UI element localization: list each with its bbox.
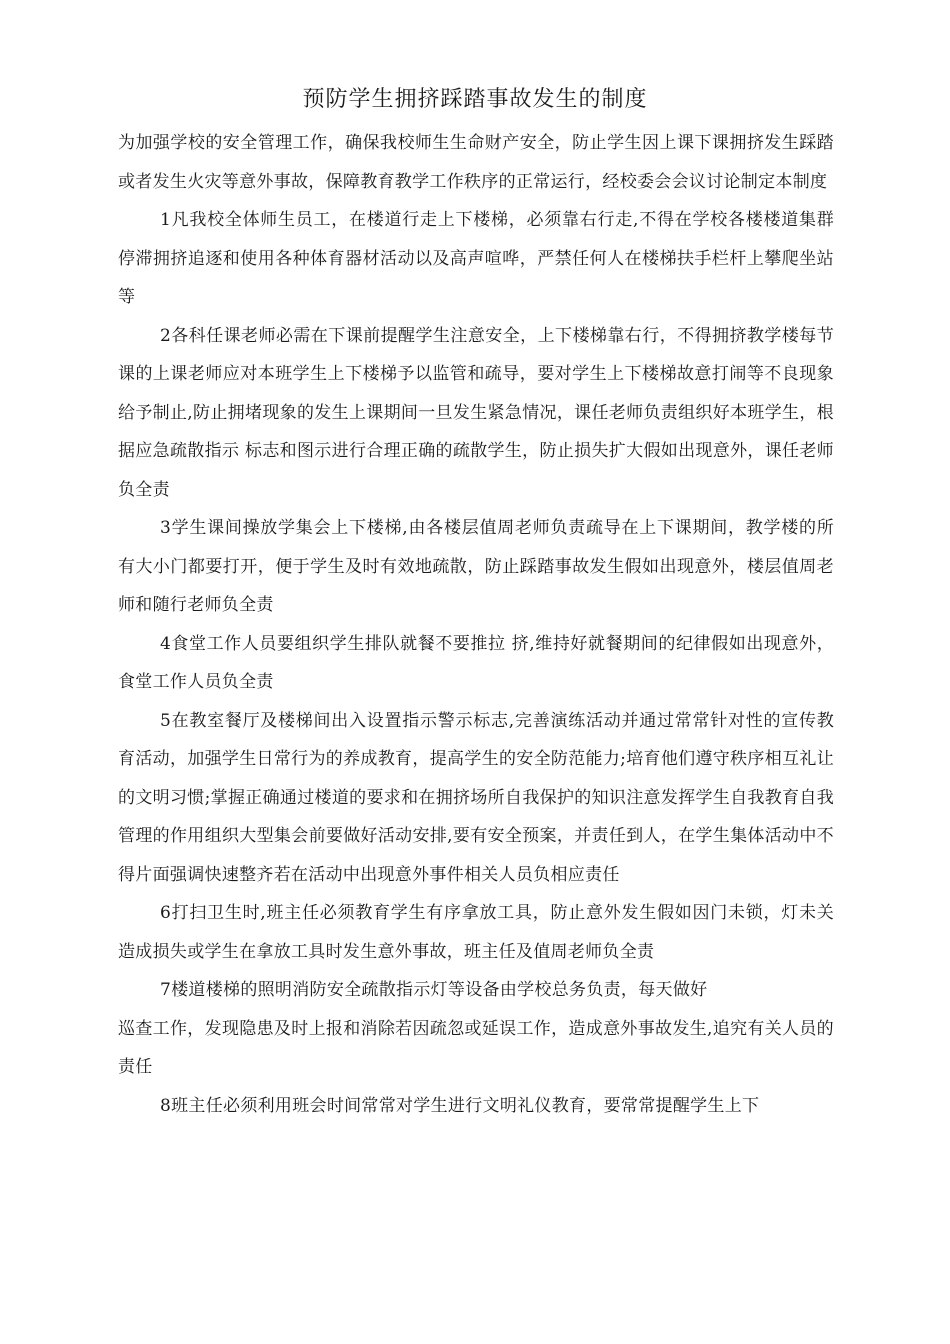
rule-item-7-line1: 7楼道楼梯的照明消防安全疏散指示灯等设备由学校总务负责，每天做好 [160,980,708,1000]
intro-paragraph: 为加强学校的安全管理工作，确保我校师生生命财产安全，防止学生因上课下课拥挤发生踩踏或者发生火灾等意外事故，保障教育教学工作秩序的正常运行，经校委会会议讨论制定本制度 [118,133,834,192]
rule-item-5: 5在教室餐厅及楼梯间出入设置指示警示标志,完善演练活动并通过常常针对性的宣传教育活动，加强学生日常行为的养成教育，提高学生的安全防范能力;培育他们遵守秩序相互礼让的文明习惯;掌握正确通过楼道的要求和在拥挤场所自我保护的知识注意发挥学生自我教育自我管理的作用组织大型集会前要做好活动安排,要有安全预案，并责任到人，在学生集体活动中不得片面强调快速整齐若在活动中出现意外事件相关人员负相应责任 [118,710,834,885]
rule-item-6: 6打扫卫生时,班主任必须教育学生有序拿放工具，防止意外发生假如因门未锁，灯未关造成损失或学生在拿放工具时发生意外事故，班主任及值周老师负全责 [118,903,834,962]
rule-item-3: 3学生课间操放学集会上下楼梯,由各楼层值周老师负责疏导在上下课期间，教学楼的所有大小门都要打开，便于学生及时有效地疏散，防止踩踏事故发生假如出现意外，楼层值周老师和随行老师负全责 [118,518,834,615]
rule-item-8: 8班主任必须利用班会时间常常对学生进行文明礼仪教育，要常常提醒学生上下 [160,1095,760,1116]
rule-item-7 [118,971,834,1087]
rule-item-4: 4食堂工作人员要组织学生排队就餐不要推拉 挤,维持好就餐期间的纪律假如出现意外，食堂工作人员负全责 [118,633,834,692]
rule-item-2: 2各科任课老师必需在下课前提醒学生注意安全，上下楼梯靠右行，不得拥挤教学楼每节课的上课老师应对本班学生上下楼梯予以监管和疏导，要对学生上下楼梯故意打闹等不良现象给予制止,防止拥堵现象的发生上课期间一旦发生紧急情况，课任老师负责组织好本班学生，根据应急疏散指示 标志和图示进行合理正确的疏散学生，防止损失扩大假如出现意外，课任老师负全责 [118,325,834,500]
rule-item-1: 1凡我校全体师生员工，在楼道行走上下楼梯，必须靠右行走,不得在学校各楼楼道集群停滞拥挤追逐和使用各种体育器材活动以及高声喧哗，严禁任何人在楼梯扶手栏杆上攀爬坐站等 [118,210,834,307]
document-title: 预防学生拥挤踩踏事故发生的制度 [302,87,648,112]
rule-item-7-rest: 巡查工作，发现隐患及时上报和消除若因疏忽或延误工作，造成意外事故发生,追究有关人员的责任 [118,1018,834,1077]
document-body [118,124,834,1125]
